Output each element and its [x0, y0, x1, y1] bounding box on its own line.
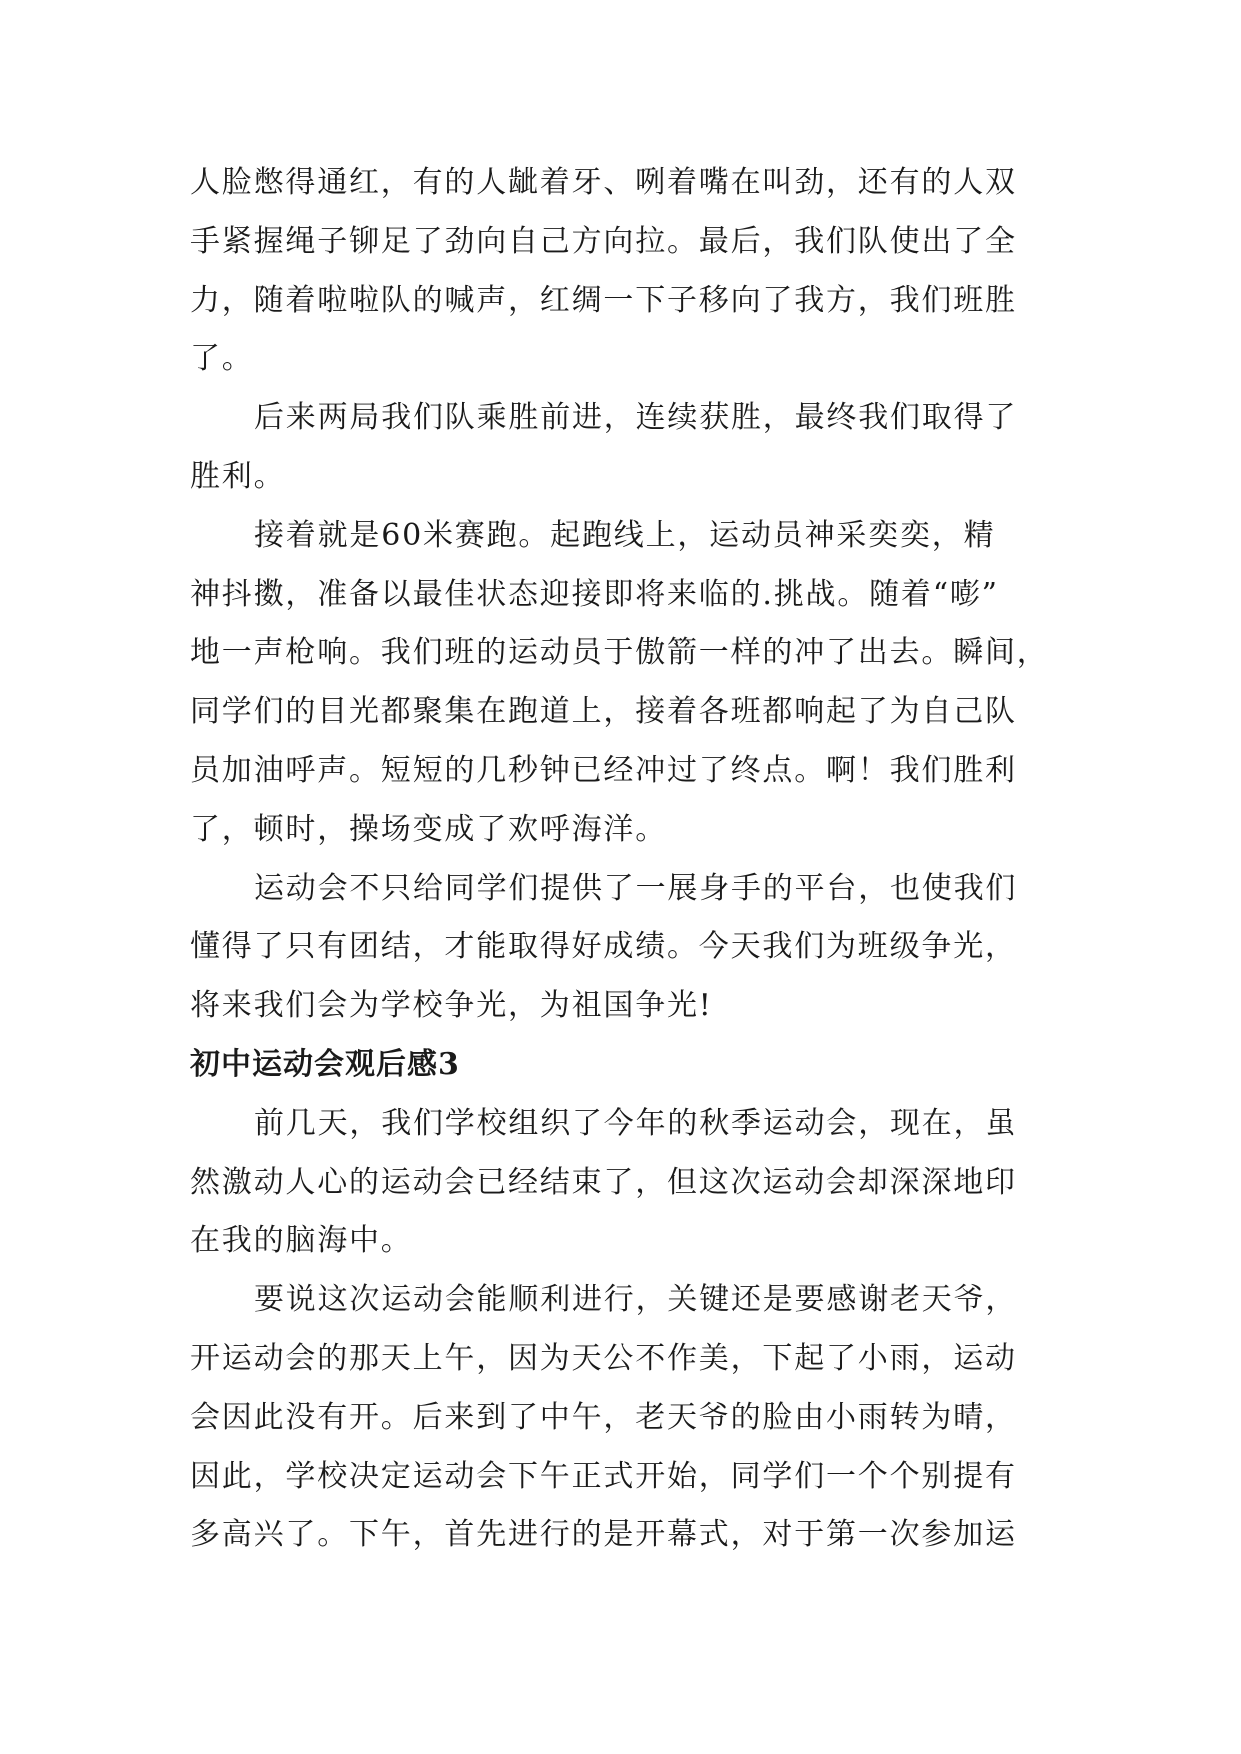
- text-line: 员加油呼声。短短的几秒钟已经冲过了终点。啊！我们胜利: [190, 752, 1017, 788]
- paragraph-60m-race: [190, 507, 1060, 860]
- text-line: 后来两局我们队乘胜前进，连续获胜，最终我们取得了: [254, 400, 1018, 436]
- text-line: 了。: [190, 341, 254, 377]
- text-line: 因此，学校决定运动会下午正式开始，同学们一个个别提有: [190, 1458, 1017, 1494]
- text-line: 要说这次运动会能顺利进行，关键还是要感谢老天爷，: [254, 1282, 1018, 1318]
- text-line: 地一声枪响。我们班的运动员于傲箭一样的冲了出去。瞬间，: [190, 635, 1049, 671]
- text-line: 然激动人心的运动会已经结束了，但这次运动会却深深地印: [190, 1164, 1017, 1200]
- text-line: 运动会不只给同学们提供了一展身手的平台，也使我们: [254, 870, 1018, 906]
- text-line: 手紧握绳子铆足了劲向自己方向拉。最后，我们队使出了全: [190, 223, 1017, 259]
- text-line: 接着就是60米赛跑。起跑线上，运动员神采奕奕，精: [254, 517, 996, 553]
- text-line: 前几天，我们学校组织了今年的秋季运动会，现在，虽: [254, 1105, 1018, 1141]
- paragraph-tug-of-war-end: [190, 154, 1060, 389]
- text-line: 同学们的目光都聚集在跑道上，接着各班都响起了为自己队: [190, 694, 1017, 730]
- paragraph-weather: [190, 1271, 1060, 1565]
- section-heading: 初中运动会观后感3: [190, 1046, 460, 1082]
- text-line: 开运动会的那天上午，因为天公不作美，下起了小雨，运动: [190, 1340, 1017, 1376]
- paragraph-conclusion: [190, 860, 1060, 1036]
- text-line: 在我的脑海中。: [190, 1223, 413, 1259]
- text-line: 会因此没有开。后来到了中午，老天爷的脸由小雨转为晴，: [190, 1399, 1017, 1435]
- paragraph-victory: [190, 389, 1060, 507]
- text-line: 力，随着啦啦队的喊声，红绸一下子移向了我方，我们班胜: [190, 282, 1017, 318]
- text-line: 了，顿时，操场变成了欢呼海洋。: [190, 811, 667, 847]
- document-body: [190, 154, 1060, 1565]
- text-line: 人脸憋得通红，有的人龇着牙、咧着嘴在叫劲，还有的人双: [190, 165, 1017, 200]
- text-line: 多高兴了。下午，首先进行的是开幕式，对于第一次参加运: [190, 1517, 1017, 1553]
- text-line: 神抖擞，准备以最佳状态迎接即将来临的.挑战。随着“嘭”: [190, 576, 999, 612]
- text-line: 胜利。: [190, 458, 286, 494]
- paragraph-intro: [190, 1095, 1060, 1271]
- text-line: 将来我们会为学校争光，为祖国争光!: [190, 988, 713, 1024]
- text-line: 懂得了只有团结，才能取得好成绩。今天我们为班级争光，: [190, 929, 1017, 965]
